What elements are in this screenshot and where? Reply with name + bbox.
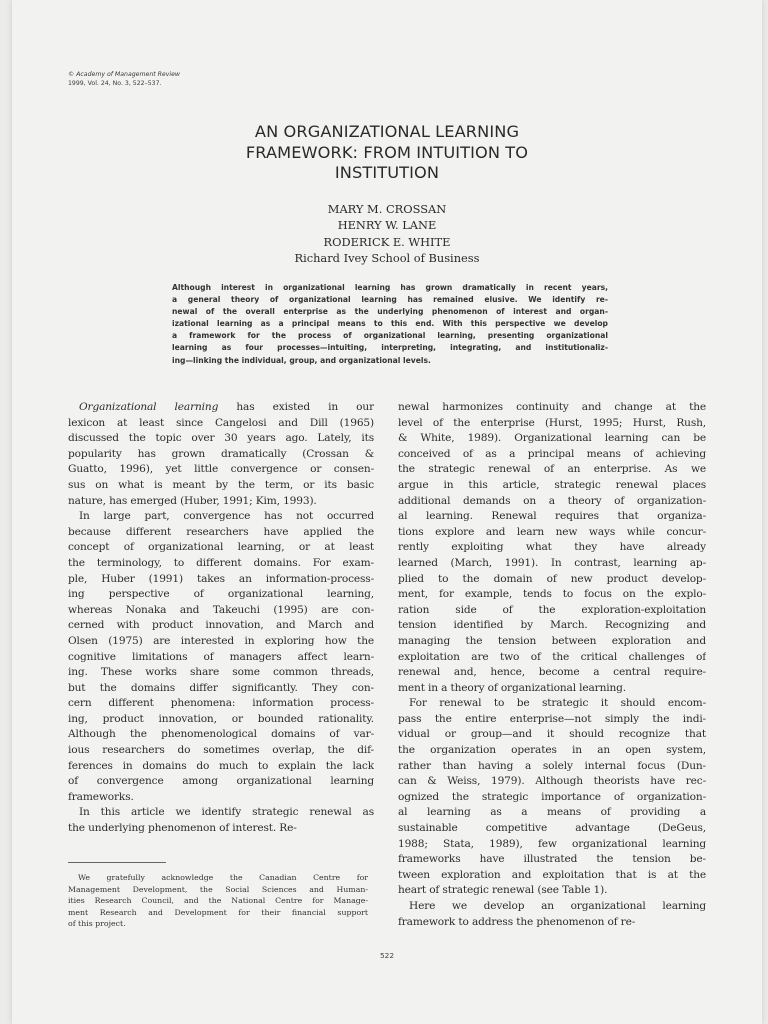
emphasis-term: Organizational learning [79, 401, 219, 413]
body-text: has existed in our [218, 401, 374, 413]
body-line: In this article we identify strategic renewal as [79, 806, 374, 819]
body-line: the underlying phenomenon of interest. Re- [68, 822, 297, 835]
body-line: discussed the topic over 30 years ago. Lately, its [68, 432, 374, 445]
body-line: cognitive limitations of managers affect learn- [68, 650, 374, 663]
abstract [172, 282, 608, 367]
footnote-line: ities Research Council, and the National Centre for Manage- [68, 896, 368, 906]
body-line: For renewal to be strategic it should encom- [409, 697, 706, 710]
body-line: cerned with product innovation, and March and [68, 619, 374, 632]
body-line: the strategic renewal of an enterprise. As we [398, 463, 706, 476]
volume-info: 1999, Vol. 24, No. 3, 522–537. [68, 80, 162, 87]
body-line: ration side of the exploration-exploitation [398, 603, 706, 616]
body-line: ment, for example, tends to focus on the explo- [398, 588, 706, 601]
body-line: lexicon at least since Cangelosi and Dill (1965) [68, 416, 374, 429]
body-line: but the domains differ significantly. They con- [68, 681, 374, 694]
author-name: HENRY W. LANE [337, 218, 437, 233]
body-line: because different researchers have applied the [68, 525, 374, 538]
abstract-line: learning as four processes—intuiting, interpreting, integrating, and institutionaliz- [172, 343, 608, 353]
body-line: sus on what is meant by the term, or its basic [68, 478, 374, 491]
body-line: can & Weiss, 1979). Although theorists have rec- [398, 775, 706, 788]
body-line: ing. These works share some common threads, [68, 666, 374, 679]
body-line: cern different phenomena: information process- [68, 697, 374, 710]
body-line: exploitation are two of the critical challenges of [398, 650, 706, 663]
body-line: Olsen (1975) are interested in exploring how the [68, 634, 374, 647]
journal-page [12, 0, 762, 1024]
author-name: MARY M. CROSSAN [327, 202, 447, 216]
body-line: whereas Nonaka and Takeuchi (1995) are con- [68, 603, 374, 616]
body-line: ferences in domains do much to explain the lack [68, 759, 374, 772]
body-line: Guatto, 1996), yet little convergence or consen- [68, 463, 374, 476]
body-line: tension identified by March. Recognizing and [398, 619, 706, 632]
body-line: rather than having a solely internal focus (Dun- [398, 759, 706, 772]
author-block [12, 201, 762, 266]
body-line: ious researchers do sometimes overlap, the dif- [68, 744, 374, 757]
body-line: heart of strategic renewal (see Table 1). [398, 884, 608, 897]
body-line: vidual or group—and it should recognize that [398, 728, 706, 741]
body-line: additional demands on a theory of organization- [398, 494, 706, 507]
body-line: frameworks have illustrated the tension be- [398, 853, 706, 866]
body-line: the terminology, to different domains. For exam- [68, 556, 374, 569]
footnote-line: We gratefully acknowledge the Canadian Centre for [78, 873, 368, 882]
footnote-line: of this project. [68, 919, 126, 929]
body-line: tions explore and learn new ways while concur- [398, 525, 706, 538]
abstract-line: newal of the overall enterprise as the underlying phenomenon of interest and organ- [172, 307, 608, 317]
body-column-right [398, 400, 706, 930]
body-line: sustainable competitive advantage (DeGeus, [398, 822, 706, 835]
body-line: level of the enterprise (Hurst, 1995; Hurst, Rush, [398, 416, 706, 429]
body-line: argue in this article, strategic renewal places [398, 478, 706, 491]
body-line: In large part, convergence has not occurred [79, 510, 374, 523]
body-line: al learning. Renewal requires that organiza- [398, 510, 706, 523]
abstract-line: a framework for the process of organizational learning, presenting organizational [172, 331, 608, 341]
page-number: 522 [379, 951, 395, 960]
body-line: nature, has emerged (Huber, 1991; Kim, 1993). [68, 494, 317, 507]
abstract-line: Although interest in organizational learning has grown dramatically in recent years, [172, 283, 608, 292]
body-column-left [68, 400, 374, 837]
author-name: RODERICK E. WHITE [323, 234, 451, 249]
body-line: concept of organizational learning, or at least [68, 541, 374, 554]
footnote-line: Management Development, the Social Sciences and Human- [68, 884, 368, 894]
journal-citation: © Academy of Management Review 1999, Vol. 24, No. 3, 522–537. [68, 71, 180, 87]
body-line: pass the entire enterprise—not simply the indi- [398, 712, 706, 725]
body-line: Although the phenomenological domains of var- [68, 728, 374, 741]
body-line: 1988; Stata, 1989), few organizational learning [398, 837, 706, 850]
body-line: frameworks. [68, 790, 134, 803]
body-line: of convergence among organizational learning [68, 775, 374, 788]
abstract-line: izational learning as a principal means to this end. With this perspective we develop [172, 319, 608, 329]
body-line: framework to address the phenomenon of re- [398, 915, 636, 928]
body-line: newal harmonizes continuity and change at the [398, 401, 706, 413]
journal-name: Academy of Management Review [76, 71, 180, 78]
abstract-line: a general theory of organizational learning has remained elusive. We identify re- [172, 295, 608, 305]
footnote [68, 872, 368, 930]
body-line: ple, Huber (1991) takes an information-process- [68, 572, 374, 585]
body-line: popularity has grown dramatically (Crossan & [68, 447, 374, 460]
title-line: FRAMEWORK: FROM INTUITION TO [245, 142, 529, 162]
title-line: INSTITUTION [334, 163, 440, 182]
body-line: tween exploration and exploitation that is at the [398, 868, 706, 881]
body-line: rently exploiting what they have already [398, 541, 706, 554]
author-affiliation: Richard Ivey School of Business [294, 250, 480, 265]
body-line: learned (March, 1991). In contrast, learning ap- [398, 556, 706, 569]
body-line: managing the tension between exploration and [398, 634, 706, 647]
body-line: ing, product innovation, or bounded rationality. [68, 712, 374, 725]
footnote-line: ment Research and Development for their financial support [68, 907, 368, 917]
body-line [68, 400, 374, 416]
body-line: al learning as a means of providing a [398, 806, 706, 819]
body-line: conceived of as a principal means of achieving [398, 447, 706, 460]
title-line: AN ORGANIZATIONAL LEARNING [254, 122, 520, 141]
body-line: & White, 1989). Organizational learning can be [398, 432, 706, 445]
body-line: ment in a theory of organizational learning. [398, 681, 627, 694]
abstract-line: ing—linking the individual, group, and organizational levels. [172, 355, 431, 365]
body-line: ing perspective of organizational learning, [68, 588, 374, 601]
footnote-divider [68, 862, 166, 863]
body-line: ognized the strategic importance of organization- [398, 790, 706, 803]
body-line: renewal and, hence, become a central require- [398, 666, 706, 679]
article-title [12, 122, 762, 184]
body-line: Here we develop an organizational learning [409, 900, 706, 912]
body-line: the organization operates in an open system, [398, 744, 706, 757]
body-line: plied to the domain of new product develop- [398, 572, 706, 585]
